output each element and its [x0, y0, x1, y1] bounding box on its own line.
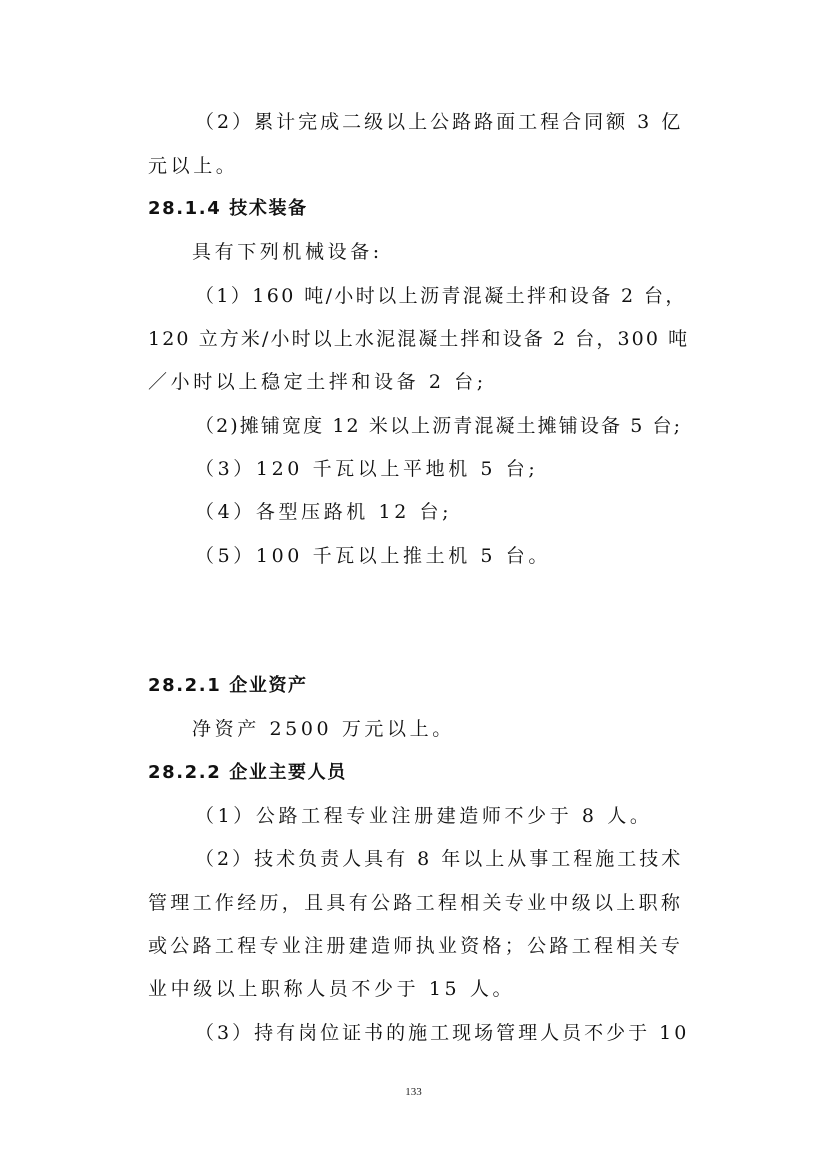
section-heading: 28.2.2 企业主要人员	[148, 762, 347, 783]
list-item-line: （2）技术负责人具有 8 年以上从事工程施工技术	[195, 848, 684, 870]
list-item-line: （3）持有岗位证书的施工现场管理人员不少于 10	[195, 1022, 690, 1044]
paragraph-line: （2）累计完成二级以上公路路面工程合同额 3 亿	[195, 111, 684, 133]
page-number: 133	[405, 1086, 422, 1098]
list-item-line: 业中级以上职称人员不少于 15 人。	[148, 978, 516, 1000]
list-item-line: （2)摊铺宽度 12 米以上沥青混凝土摊铺设备 5 台;	[195, 415, 683, 437]
section-heading: 28.2.1 企业资产	[148, 675, 308, 696]
paragraph-line: 具有下列机械设备:	[192, 241, 383, 263]
list-item-line: （4）各型压路机 12 台;	[195, 501, 453, 523]
list-item-line: 管理工作经历，且具有公路工程相关专业中级以上职称	[148, 892, 684, 914]
paragraph-line: 元以上。	[148, 155, 239, 177]
list-item-line: （5）100 千瓦以上推土机 5 台。	[195, 545, 551, 567]
section-heading: 28.1.4 技术装备	[148, 198, 308, 219]
list-item-line: （1）公路工程专业注册建造师不少于 8 人。	[195, 805, 653, 827]
list-item-line: （3）120 千瓦以上平地机 5 台;	[195, 458, 539, 480]
list-item-line: 或公路工程专业注册建造师执业资格；公路工程相关专	[148, 935, 684, 957]
list-item-line: （1）160 吨/小时以上沥青混凝土拌和设备 2 台，	[195, 285, 687, 307]
list-item-line: 120 立方米/小时以上水泥混凝土拌和设备 2 台，300 吨	[148, 328, 690, 350]
paragraph-line: 净资产 2500 万元以上。	[192, 718, 455, 740]
list-item-line: ／小时以上稳定土拌和设备 2 台;	[148, 371, 487, 393]
